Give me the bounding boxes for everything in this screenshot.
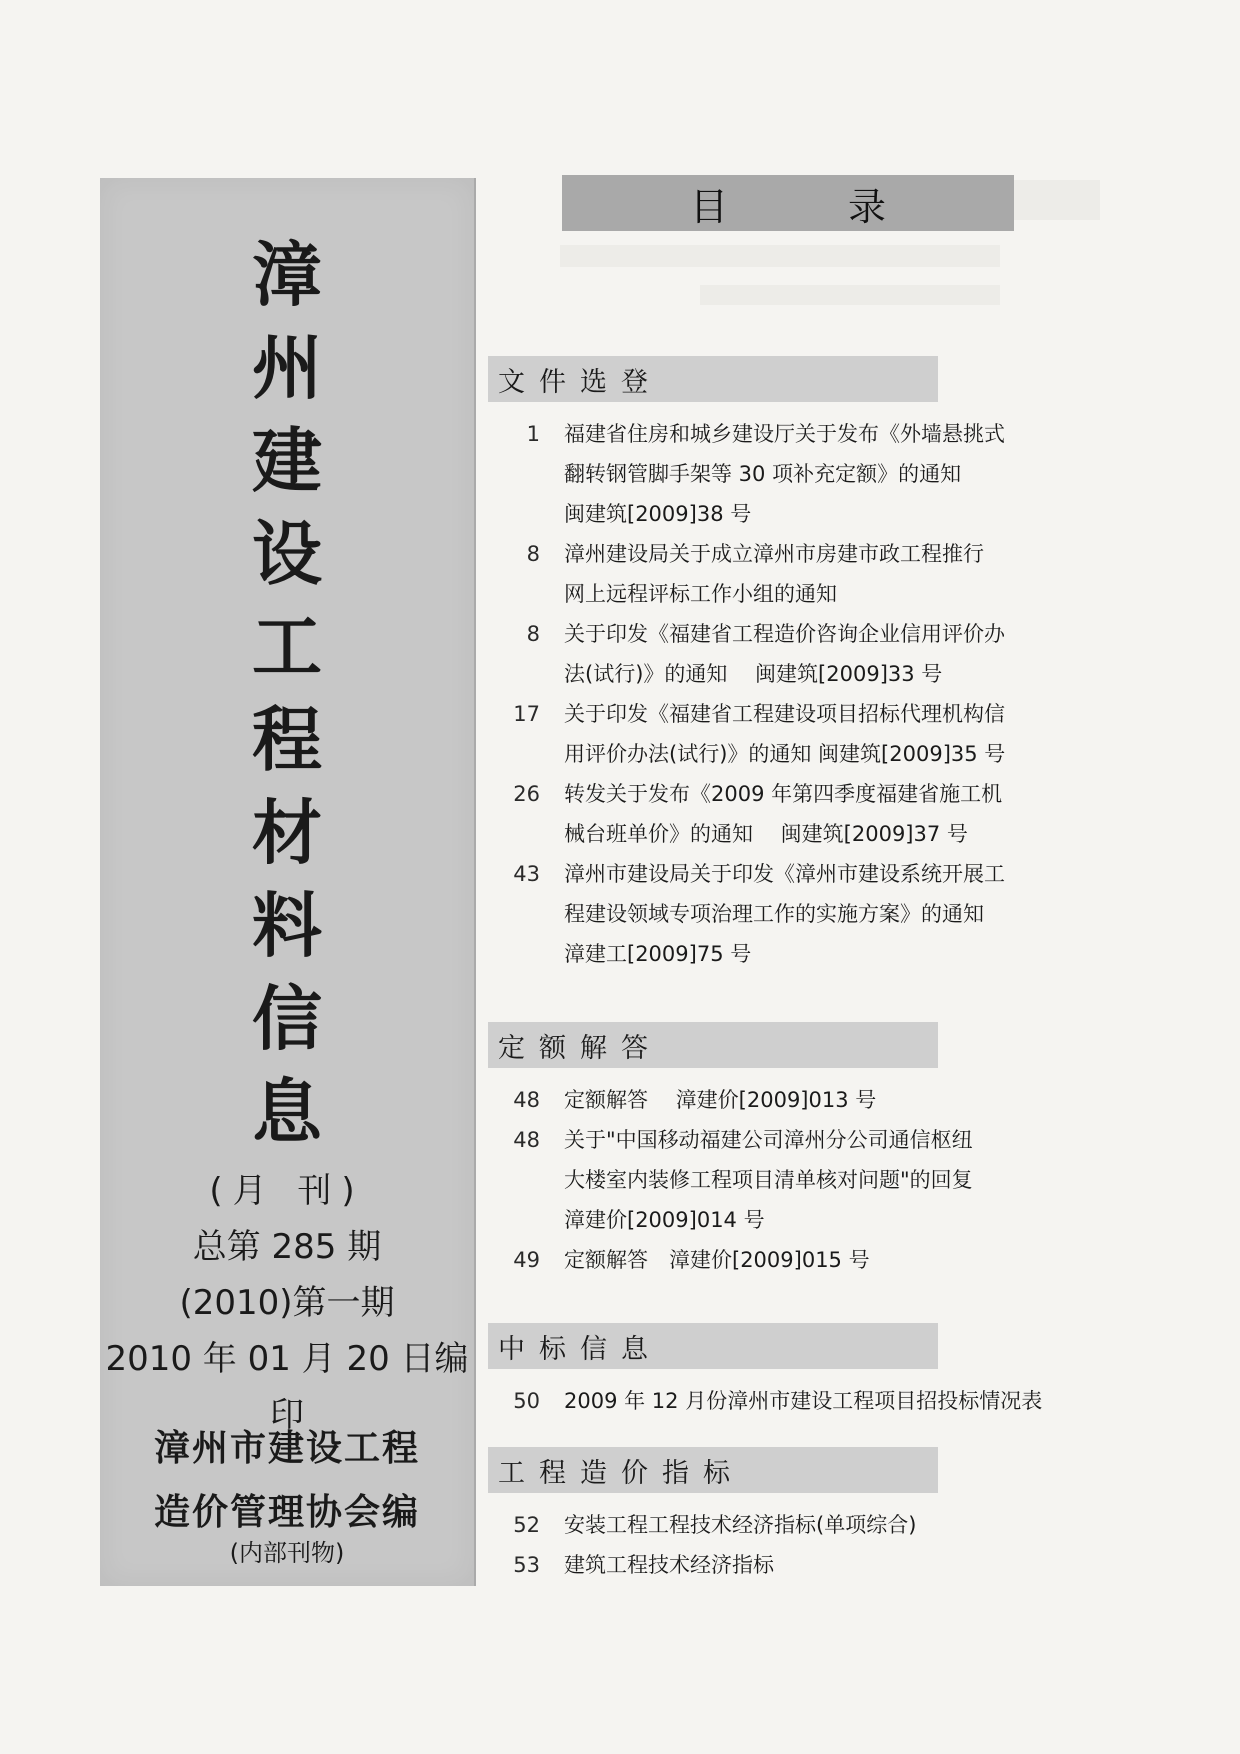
entry-text: 定额解答 漳建价[2009]015 号 bbox=[564, 1248, 870, 1272]
title-char: 州 bbox=[252, 326, 322, 409]
toc-entry[interactable] bbox=[488, 414, 1092, 534]
frequency-label: (月 刊) bbox=[209, 1171, 365, 1211]
entry-text: 建筑工程技术经济指标 bbox=[564, 1553, 774, 1577]
title-char: 漳 bbox=[252, 233, 322, 316]
toc-entry[interactable] bbox=[488, 1381, 1092, 1421]
bleed-through-artifact bbox=[700, 285, 1000, 305]
issue-info bbox=[100, 1163, 474, 1443]
title-char: 设 bbox=[252, 512, 322, 595]
toc-entry[interactable] bbox=[488, 1120, 1092, 1240]
entry-text: 安装工程工程技术经济指标(单项综合) bbox=[564, 1513, 917, 1537]
toc-entry[interactable] bbox=[488, 854, 1092, 974]
entry-text: 福建省住房和城乡建设厅关于发布《外墙悬挑式 翻转钢管脚手架等 30 项补充定额》的通知 闽建筑[2009]38 号 bbox=[564, 422, 1005, 526]
title-char: 建 bbox=[252, 419, 322, 502]
magazine-title bbox=[100, 228, 474, 1158]
toc-entry[interactable] bbox=[488, 774, 1092, 854]
section-heading: 工程造价指标 bbox=[488, 1447, 938, 1493]
toc-section-quota-answers bbox=[488, 1022, 1092, 1280]
entry-text: 关于"中国移动福建公司漳州分公司通信枢纽 大楼室内装修工程项目清单核对问题"的回复 漳建价[2009]014 号 bbox=[564, 1128, 973, 1232]
page-number: 8 bbox=[526, 542, 540, 566]
publisher bbox=[100, 1416, 474, 1544]
toc-heading-bar bbox=[562, 175, 1014, 231]
page-number: 52 bbox=[513, 1513, 540, 1537]
entry-text: 关于印发《福建省工程建设项目招标代理机构信 用评价办法(试行)》的通知 闽建筑[2009]35 号 bbox=[564, 702, 1006, 766]
page-number: 43 bbox=[513, 862, 540, 886]
page-number: 53 bbox=[513, 1553, 540, 1577]
toc-entry[interactable] bbox=[488, 1505, 1092, 1545]
toc-section-bid-info bbox=[488, 1323, 1092, 1421]
entry-text: 漳州市建设局关于印发《漳州市建设系统开展工 程建设领域专项治理工作的实施方案》的通知 漳建工[2009]75 号 bbox=[564, 862, 1005, 966]
entry-text: 漳州建设局关于成立漳州市房建市政工程推行 网上远程评标工作小组的通知 bbox=[564, 542, 984, 606]
toc-entry[interactable] bbox=[488, 1240, 1092, 1280]
section-heading: 中标信息 bbox=[488, 1323, 938, 1369]
publisher-line: 漳州市建设工程 bbox=[153, 1427, 420, 1469]
page-number: 26 bbox=[513, 782, 540, 806]
page-number: 49 bbox=[513, 1248, 540, 1272]
toc-entry[interactable] bbox=[488, 694, 1092, 774]
bleed-through-artifact bbox=[1010, 180, 1100, 220]
title-char: 信 bbox=[252, 977, 322, 1060]
publisher-line: 造价管理协会编 bbox=[153, 1491, 420, 1533]
page-number: 1 bbox=[526, 422, 540, 446]
title-char: 料 bbox=[252, 884, 322, 967]
page-number: 48 bbox=[513, 1128, 540, 1152]
page-number: 48 bbox=[513, 1088, 540, 1112]
issue-year: (2010)第一期 bbox=[179, 1283, 395, 1323]
toc-section-documents bbox=[488, 356, 1092, 974]
section-heading: 文件选登 bbox=[488, 356, 938, 402]
toc-entry[interactable] bbox=[488, 534, 1092, 614]
entry-text: 定额解答 漳建价[2009]013 号 bbox=[564, 1088, 877, 1112]
toc-entry[interactable] bbox=[488, 1545, 1092, 1585]
toc-heading: 目录 bbox=[689, 184, 1006, 229]
cover-panel bbox=[100, 178, 476, 1586]
title-char: 材 bbox=[252, 791, 322, 874]
title-char: 工 bbox=[252, 605, 322, 688]
page-number: 17 bbox=[513, 702, 540, 726]
entry-text: 关于印发《福建省工程造价咨询企业信用评价办 法(试行)》的通知 闽建筑[2009]33 号 bbox=[564, 622, 1005, 686]
toc-section-cost-indicators bbox=[488, 1447, 1092, 1585]
internal-note: (内部刊物) bbox=[229, 1539, 345, 1567]
page-number: 50 bbox=[513, 1389, 540, 1413]
entry-text: 转发关于发布《2009 年第四季度福建省施工机 械台班单价》的通知 闽建筑[2009]37 号 bbox=[564, 782, 1003, 846]
toc-entry[interactable] bbox=[488, 614, 1092, 694]
bleed-through-artifact bbox=[560, 245, 1000, 267]
print-date: 2010 年 01 月 20 日编印 bbox=[105, 1339, 469, 1435]
toc-entry[interactable] bbox=[488, 1080, 1092, 1120]
title-char: 息 bbox=[252, 1070, 322, 1153]
title-char: 程 bbox=[252, 698, 322, 781]
section-heading: 定额解答 bbox=[488, 1022, 938, 1068]
issue-total: 总第 285 期 bbox=[192, 1227, 382, 1267]
page-number: 8 bbox=[526, 622, 540, 646]
entry-text: 2009 年 12 月份漳州市建设工程项目招投标情况表 bbox=[564, 1389, 1043, 1413]
